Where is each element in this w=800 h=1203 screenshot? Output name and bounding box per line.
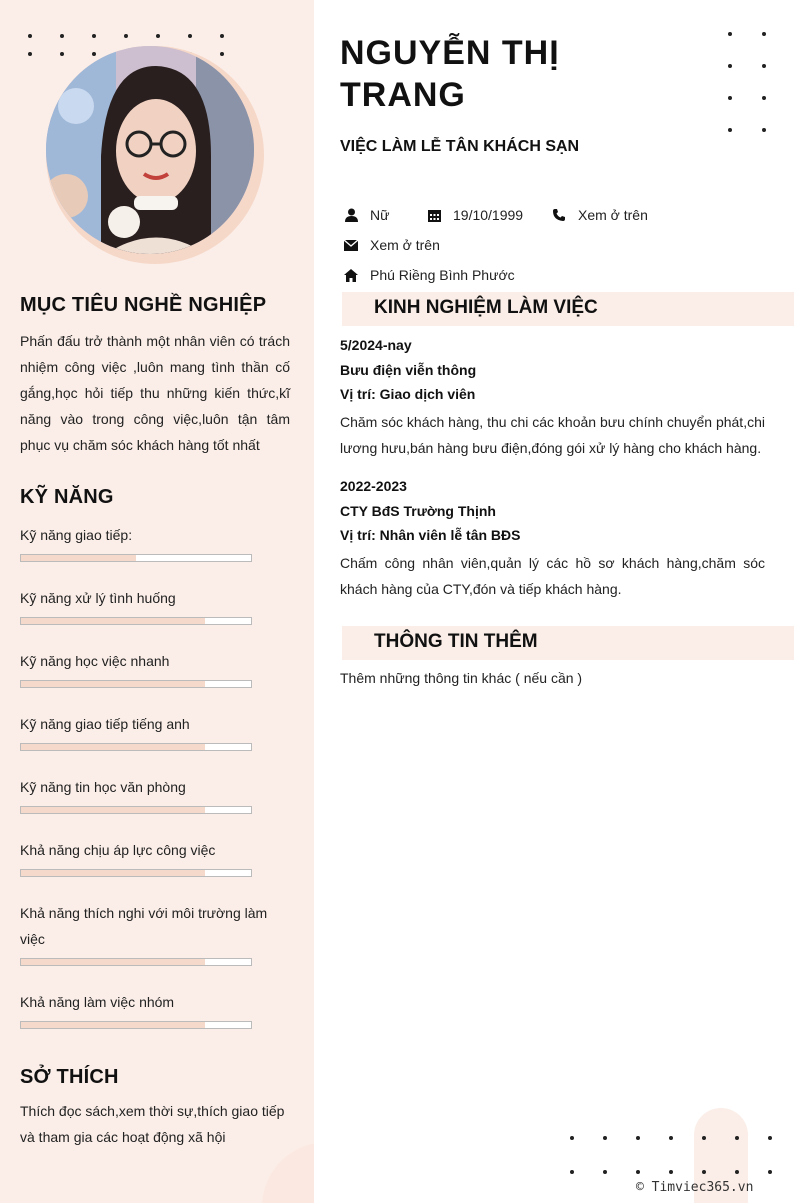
decorative-dots-top-right xyxy=(728,32,768,136)
email-info xyxy=(344,237,440,253)
skill-name: Kỹ năng giao tiếp tiếng anh xyxy=(20,716,190,732)
address-value: Phú Riềng Bình Phước xyxy=(370,267,515,283)
experience-company: Bưu điện viễn thông xyxy=(340,361,477,378)
skill-item xyxy=(20,585,270,625)
birthdate-info xyxy=(427,207,523,223)
skill-name: Khả năng thích nghi với môi trường làm việc xyxy=(20,905,268,947)
skill-bar xyxy=(20,1021,252,1029)
extra-title: THÔNG TIN THÊM xyxy=(374,631,538,652)
experience-period: 2022-2023 xyxy=(340,478,407,494)
sidebar xyxy=(0,0,314,1203)
candidate-name: NGUYỄN THỊ TRANG xyxy=(340,34,560,114)
experience-position: Vị trí: Giao dịch viên xyxy=(340,386,476,402)
objective-title: MỤC TIÊU NGHỀ NGHIỆP xyxy=(20,294,267,316)
experience-item xyxy=(340,333,765,461)
skill-item xyxy=(20,711,270,751)
hobbies-title: SỞ THÍCH xyxy=(20,1066,119,1088)
skill-item xyxy=(20,900,270,966)
home-icon xyxy=(344,268,358,282)
experience-title: KINH NGHIỆM LÀM VIỆC xyxy=(374,297,598,318)
decorative-dots-bottom-right xyxy=(570,1136,775,1176)
skill-name: Kỹ năng xử lý tình huống xyxy=(20,590,176,606)
experience-description: Chấm công nhân viên,quản lý các hồ sơ khách hàng,chăm sóc khách hàng của CTY,đón và tiếp khách hàng. xyxy=(340,554,765,597)
job-title: VIỆC LÀM LỄ TÂN KHÁCH SẠN xyxy=(340,138,580,155)
skill-bar xyxy=(20,554,252,562)
phone-icon xyxy=(552,208,566,222)
skill-item xyxy=(20,989,270,1029)
mail-icon xyxy=(344,238,358,252)
gender-info xyxy=(344,207,389,223)
skill-bar xyxy=(20,869,252,877)
skill-name: Khả năng làm việc nhóm xyxy=(20,994,175,1010)
experience-item xyxy=(340,474,765,602)
skill-bar xyxy=(20,806,252,814)
skill-name: Kỹ năng giao tiếp: xyxy=(20,527,133,543)
address-info xyxy=(344,267,515,283)
skill-item xyxy=(20,648,270,688)
skill-bar xyxy=(20,958,252,966)
calendar-icon xyxy=(427,208,441,222)
skill-item xyxy=(20,774,270,814)
gender-value: Nữ xyxy=(370,207,390,223)
experience-period: 5/2024-nay xyxy=(340,337,412,353)
experience-company: CTY BđS Trường Thịnh xyxy=(340,502,496,519)
decorative-circle xyxy=(262,1142,314,1203)
skill-name: Khả năng chịu áp lực công việc xyxy=(20,842,216,858)
avatar-illustration xyxy=(46,46,254,254)
person-icon xyxy=(344,208,358,222)
phone-info xyxy=(552,207,648,223)
skill-item xyxy=(20,837,270,877)
extra-text: Thêm những thông tin khác ( nếu cần ) xyxy=(340,670,583,686)
birthdate-value: 19/10/1999 xyxy=(453,207,524,223)
experience-position: Vị trí: Nhân viên lễ tân BĐS xyxy=(340,527,521,543)
skill-name: Kỹ năng học việc nhanh xyxy=(20,653,170,669)
experience-description: Chăm sóc khách hàng, thu chi các khoản bưu chính chuyển phát,chi lương hưu,bán hàng bưu điện,đóng gói xử lý hàng cho khách hàng. xyxy=(340,413,765,456)
objective-text: Phấn đấu trở thành một nhân viên có trách nhiệm công việc ,luôn mang tình thần cố gắng,học hỏi tiếp thu những kiến thức,kĩ năng vào trong công việc,luôn tận tâm phục vụ chăm sóc khách hàng tốt nhất xyxy=(20,333,290,453)
phone-value: Xem ở trên xyxy=(578,207,648,223)
skill-bar xyxy=(20,743,252,751)
skills-title: KỸ NĂNG xyxy=(20,486,114,508)
skill-bar xyxy=(20,680,252,688)
skill-name: Kỹ năng tin học văn phòng xyxy=(20,779,186,795)
email-value: Xem ở trên xyxy=(370,237,440,253)
avatar xyxy=(46,46,254,254)
skill-bar xyxy=(20,617,252,625)
skill-item xyxy=(20,522,270,562)
watermark: © Timviec365.vn xyxy=(636,1180,754,1195)
hobbies-text: Thích đọc sách,xem thời sự,thích giao tiếp và tham gia các hoạt động xã hội xyxy=(20,1103,285,1145)
